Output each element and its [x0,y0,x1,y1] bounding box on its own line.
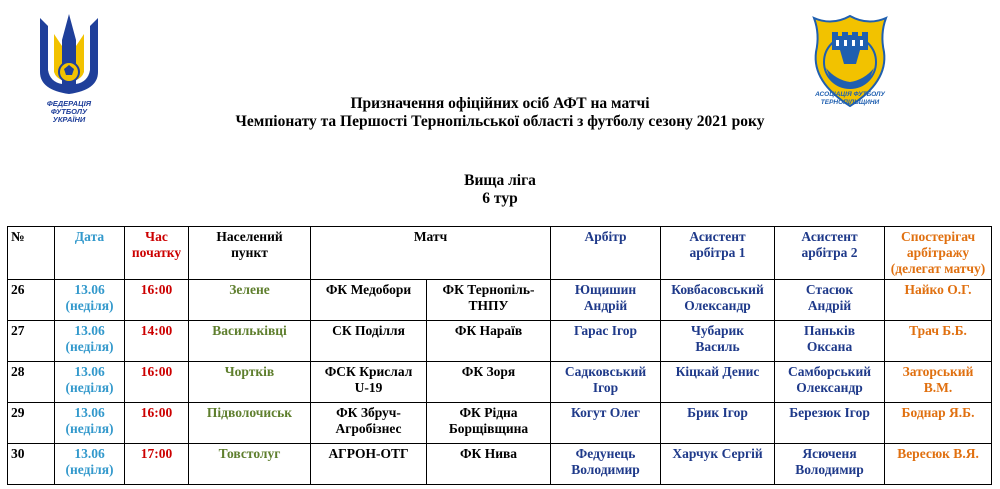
row-num: 30 [8,444,55,485]
row-ar2-line: Самборський [788,364,872,379]
col-header-ar2-line: арбітра 2 [801,245,858,260]
col-header-observer-line: (делегат матчу) [890,261,986,276]
row-away-team-line: ФК Нива [459,446,518,461]
row-ar1 [661,362,775,403]
row-away-team-line: ФК Зоря [461,364,516,379]
col-header-place-line: пункт [231,245,268,260]
row-ar1 [661,403,775,444]
row-ar2 [775,362,885,403]
row-ar2-line: Стасюк [805,282,854,297]
row-referee-line: Гарас Ігор [573,323,638,338]
row-date [55,403,125,444]
ffu-logo-text: ФЕДЕРАЦІЯ [46,99,92,108]
row-date [55,280,125,321]
col-header-ar1-line: Асистент [689,229,746,244]
row-num: 28 [8,362,55,403]
row-away-team-line: ФК Тернопіль- [442,282,535,297]
document-title: Призначення офіційних осіб АФТ на матчі [350,95,650,112]
row-referee-line: Андрій [583,298,628,313]
ffu-logo-text: УКРАЇНИ [52,115,86,124]
league-title: Вища ліга [464,172,536,189]
col-header-place [189,227,311,280]
row-away-team-line: ФК Рідна [459,405,518,420]
row-home-team [311,403,427,444]
row-referee-line: Садковський [564,364,647,379]
row-date-value: 13.06 [74,364,105,379]
row-away-team-line: Борщівщина [448,421,529,436]
row-date [55,321,125,362]
row-observer-line: Заторський [902,364,974,379]
row-time: 16:00 [125,362,189,403]
row-ar2-line: Паньків [804,323,856,338]
row-away-team-line: ФК Нараїв [454,323,523,338]
col-header-time [125,227,189,280]
row-date-value: 13.06 [74,405,105,420]
row-weekday: (неділя) [65,421,114,436]
row-ar1 [661,444,775,485]
row-place: Зелене [189,280,311,321]
row-away-team [427,444,551,485]
row-place: Васильківці [189,321,311,362]
row-observer-line: Боднар Я.Б. [901,405,975,420]
col-header-date: Дата [55,227,125,280]
row-referee-line: Ющишин [574,282,637,297]
row-ar2 [775,444,885,485]
row-ar1-line: Кіцкай Денис [675,364,760,379]
col-header-ar1 [661,227,775,280]
row-referee-line: Володимир [571,462,640,477]
row-time: 16:00 [125,280,189,321]
row-time: 16:00 [125,403,189,444]
row-referee [551,362,661,403]
row-num: 26 [8,280,55,321]
row-home-team-line: СК Поділля [332,323,405,338]
table-row [8,321,992,362]
row-home-team [311,362,427,403]
row-away-team-line: ТНПУ [468,298,509,313]
row-ar1 [661,321,775,362]
row-away-team [427,362,551,403]
row-home-team [311,280,427,321]
aft-logo-text: ТЕРНОПІЛЬЩИНИ [820,99,880,106]
row-date [55,362,125,403]
row-referee-line: Когут Олег [571,405,640,420]
row-home-team-line: ФК Збруч- [336,405,401,420]
row-home-team [311,444,427,485]
row-referee-line: Ігор [592,380,619,395]
row-home-team-line: Агробізнес [335,421,402,436]
col-header-ar1-line: арбітра 1 [689,245,746,260]
row-place: Чортків [189,362,311,403]
row-home-team-line: U-19 [354,380,383,395]
row-num: 27 [8,321,55,362]
row-referee [551,403,661,444]
row-place: Підволочиськ [189,403,311,444]
row-observer-line: Трач Б.Б. [909,323,967,338]
row-referee-line: Федунець [575,446,636,461]
col-header-observer [885,227,992,280]
document-subtitle: Чемпіонату та Першості Тернопільської області з футболу сезону 2021 року [235,113,765,130]
aft-logo-text: АСОЦІАЦІЯ ФУТБОЛУ [815,91,885,98]
row-ar1-line: Олександр [684,298,751,313]
row-num: 29 [8,403,55,444]
row-ar1-line: Ковбасовський [671,282,764,297]
row-referee [551,321,661,362]
table-row [8,403,992,444]
row-away-team [427,280,551,321]
row-observer [885,362,992,403]
col-header-num: № [8,227,55,280]
row-time: 14:00 [125,321,189,362]
row-ar2-line: Андрій [807,298,852,313]
row-ar2-line: Олександр [796,380,863,395]
row-date [55,444,125,485]
row-date-value: 13.06 [74,446,105,461]
col-header-ar2 [775,227,885,280]
row-weekday: (неділя) [65,298,114,313]
row-ar2-line: Оксана [806,339,853,354]
row-weekday: (неділя) [65,462,114,477]
col-header-observer-line: арбітражу [906,245,970,260]
row-observer-line: Вересюк В.Я. [897,446,979,461]
row-ar1-line: Чубарик [690,323,745,338]
row-referee [551,280,661,321]
col-header-place-line: Населений [216,229,283,244]
row-referee [551,444,661,485]
col-header-match: Матч [311,227,551,280]
col-header-observer-line: Спостерігач [900,229,976,244]
row-ar1-line: Брик Ігор [687,405,748,420]
row-ar2 [775,280,885,321]
row-ar2-line: Володимир [795,462,864,477]
row-weekday: (неділя) [65,339,114,354]
row-observer [885,403,992,444]
row-place: Товстолуг [189,444,311,485]
row-home-team-line: ФК Медобори [325,282,412,297]
row-time: 17:00 [125,444,189,485]
row-away-team [427,403,551,444]
row-date-value: 13.06 [74,323,105,338]
row-ar1-line: Харчук Сергій [672,446,763,461]
row-observer [885,321,992,362]
row-away-team [427,321,551,362]
ffu-logo-text: ФУТБОЛУ [50,107,88,116]
appointments-table [7,226,992,485]
col-header-time-line: Час [145,229,168,244]
round-title: 6 тур [482,190,518,207]
row-ar1 [661,280,775,321]
col-header-referee: Арбітр [551,227,661,280]
row-date-value: 13.06 [74,282,105,297]
table-row [8,444,992,485]
row-observer [885,280,992,321]
row-ar2 [775,321,885,362]
row-ar1-line: Василь [695,339,740,354]
row-home-team-line: ФСК Криcлал [324,364,413,379]
col-header-ar2-line: Асистент [801,229,858,244]
row-ar2 [775,403,885,444]
row-ar2-line: Березюк Ігор [789,405,870,420]
table-row [8,362,992,403]
trident-icon [40,14,98,94]
row-observer-line: В.М. [923,380,953,395]
table-row [8,280,992,321]
row-home-team-line: АГРОН-ОТГ [328,446,409,461]
row-ar2-line: Ясюченя [802,446,857,461]
row-weekday: (неділя) [65,380,114,395]
row-observer [885,444,992,485]
row-home-team [311,321,427,362]
table-header-row [8,227,992,280]
row-observer-line: Найко О.Г. [904,282,972,297]
col-header-time-line: початку [131,245,182,260]
